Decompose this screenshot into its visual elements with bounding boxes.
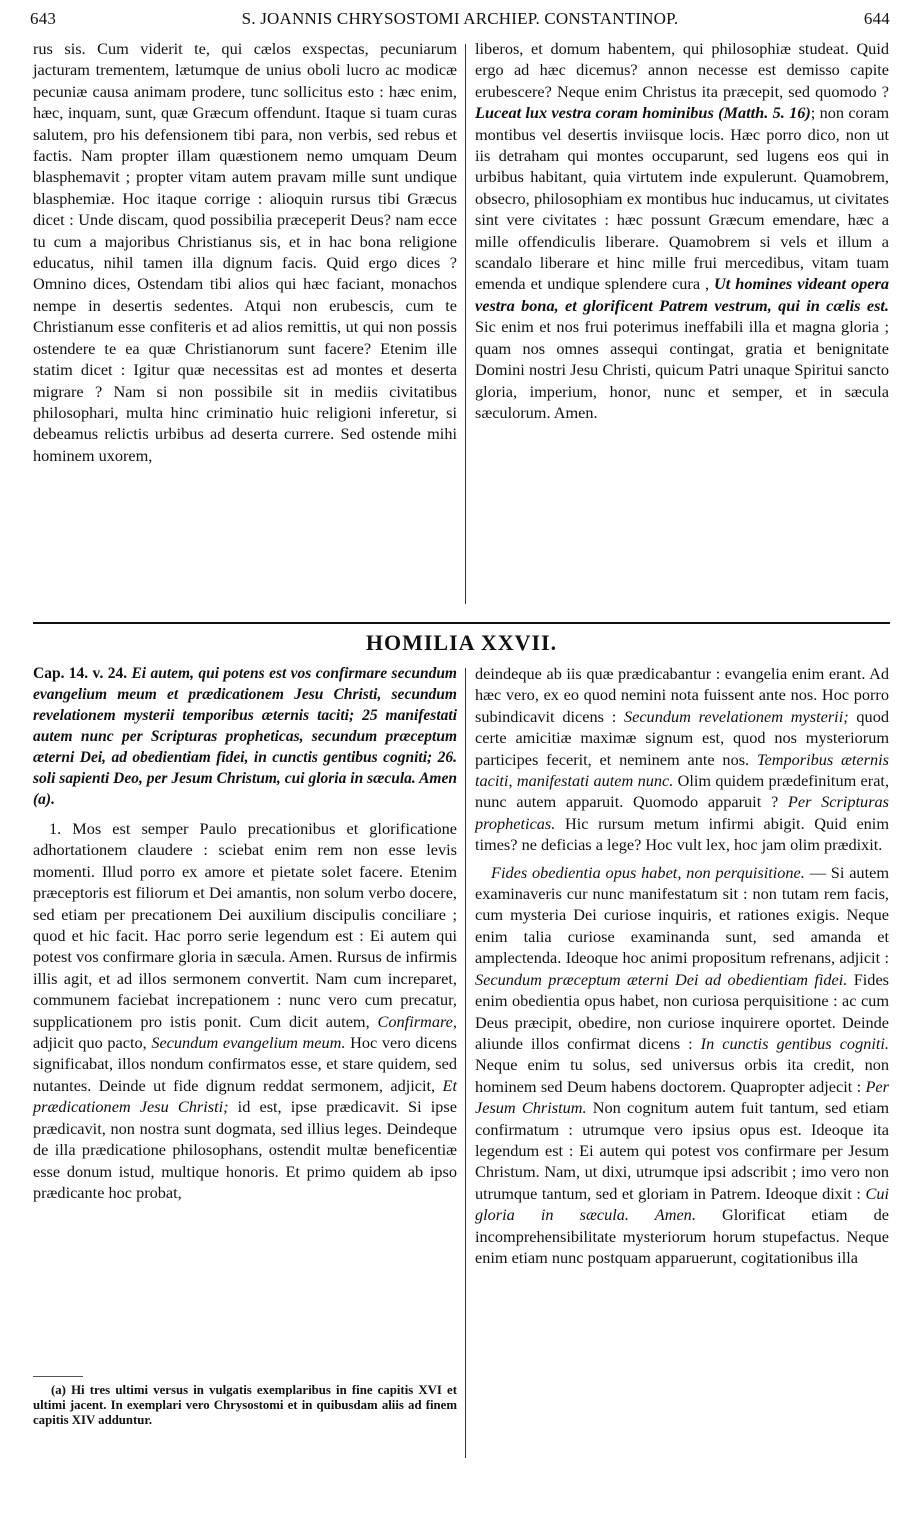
text-run: Glorificat etiam de incomprehensibilitate mysteriorum horum stupefactus. Neque enim etiam nunc postquam apparuerunt, cogitationibus illa bbox=[475, 1205, 890, 1267]
page-number-right: 644 bbox=[863, 9, 890, 28]
quoted-phrase: Confirmare bbox=[377, 1011, 453, 1031]
bottom-right-column bbox=[475, 663, 889, 1268]
text-run: Fides enim obedientia opus habet, non curiosa perquisitione : ac cum Deus præcipit, obedire, non curiose inquirere oportet. Deinde aliunde illos confirmat dicens : bbox=[475, 969, 890, 1053]
running-header bbox=[30, 2, 890, 36]
commentary-paragraph bbox=[475, 663, 889, 856]
quoted-phrase: In cunctis gentibus cogniti. bbox=[700, 1033, 889, 1053]
bottom-left-column bbox=[33, 663, 457, 1203]
text-run: Non cognitum autem fuit tantum, sed etiam confirmatum : utrumque vero ipsius opus est. Ideoque ita legendum est : Ei autem qui potest vos confirmare per Jesum Christum. Nam, ut dixi, utrumque ipsi adscribit ; imo vero non utrumque tantum, sed et gloriam in Patrem. Ideoque dixit : bbox=[475, 1098, 890, 1203]
scripture-verse bbox=[33, 663, 457, 810]
side-heading: Fides obedientia opus habet, non perquisitione. bbox=[491, 862, 805, 882]
text-run: id est, ipse prædicavit. Si ipse prædicavit, non nostra sunt dogmata, sed illius leges. Deindeque de illa prædicatione philosophans, ostendit multæ beneficentiæ esse donum istud, multique honoris. Et primo quidem ab ipso prædicante hoc probat, bbox=[33, 1097, 457, 1202]
top-left-paragraph: rus sis. Cum viderit te, qui cælos exspectas, pecuniarum jacturam trementem, lætumque de unius oboli lucro ac modicæ pecuniæ causa animam prodere, tunc sollicitus esto : hæc enim, hæc, inquam, sunt, quæ Græcum offendunt. Itaque si tuam curas salutem, pro his defensionem tibi para, non verbis, sed rebus et factis. Nam propter illam quæstionem nemo umquam Deum blasphemavit ; propter vitam autem pravam mille sunt undique blasphemiæ. Hoc itaque corrige : alioquin rursus tibi Græcus dicet : Unde discam, quod possibilia præceperit Deus? nam ecce tu cum a majoribus Christianus sis, et in hac bona religione educatus, nihil tamen illa dignum facis. Quid ergo dices ? Omnino dices, Ostendam tibi alios qui hæc faciant, monachos nempe in desertis sedentes. Atqui non erubescis, cum te Christianum esse confiteris et ad alios remittis, ut qui non possis ostendere te ea quæ Christianorum sunt facere? Etenim ille statim dicet : Igitur quæ necessitas est ad montes et deserta migrare ? Nam si non possibile sit in mediis civitatibus philosophari, multa hinc criminatio huic religioni inferetur, si debeamus relictis urbibus ad deserta currere. Sed ostende mihi hominem uxorem, bbox=[33, 39, 457, 465]
quoted-phrase: Secundum evangelium meum. bbox=[151, 1033, 346, 1053]
column-divider-bottom bbox=[465, 668, 466, 1458]
text-run: ; non coram montibus vel desertis inviisque locis. Hæc porro dico, non ut iis detraham qui montes occuparunt, sed lugens eos qui in urbibus habitant, quia virtutem inde expulerunt. Quamobrem, obsecro, philosophiam ex montibus huc inducamus, ut civitates sint vere civitates : hæc possunt Græcum emendare, hæc a mille offendiculis liberare. Quamobrem si vels et illum a scandalo liberare et hinc mille frui mercedibus, vitam tuam emenda et undique splendere cura , bbox=[475, 103, 890, 294]
quoted-phrase: Secundum præceptum æterni Dei ad obedientiam fidei. bbox=[475, 969, 848, 989]
footnote-rule bbox=[33, 1376, 83, 1377]
section-rule bbox=[33, 622, 890, 624]
text-run: Hoc vero dicens significabat, illos nondum confirmatos esse, et stare quidem, sed nutantes. Deinde ut fide dignum reddat sermonem, adjicit, bbox=[33, 1033, 458, 1095]
text-run: — Si autem examinaveris cur nunc manifestatum sit : non tutam rem facis, cum mysteria Dei curiose inquiris, et rationes exigis. Neque enim talia curiose examinanda sunt, sed amanda et amplectenda. Ideoque hoc animi propositum refrenans, adjicit : bbox=[475, 862, 889, 968]
text-run: Sic enim et nos frui poterimus ineffabili illa et magna gloria ; quam nos omnes assequi contingat, gratia et benignitate Domini nostri Jesu Christi, quicum Patri unaque Spiritui sancto gloria, imperium, honor, nunc et semper, et in sæcula sæculorum. Amen. bbox=[475, 317, 889, 422]
footnote: (a) Hi tres ultimi versus in vulgatis exemplaribus in fine capitis XVI et ultimi jacent. In exemplari vero Chrysostomi et in quibusdam aliis ad finem capitis XIV adduntur. bbox=[33, 1383, 457, 1427]
text-run: Neque enim tu solus, sed universus orbis ita credit, non hominem sed Deum habens doctorem. Quapropter adjecit : bbox=[475, 1055, 889, 1096]
quoted-phrase: Per Scripturas propheticas. bbox=[475, 792, 890, 833]
text-run: 1. Mos est semper Paulo precationibus et glorificatione adhortationem claudere : sciebat enim rem non esse levis momenti. Illud porro ex amore et pietate solet facere. Etenim præceptoris est filiorum et Dei amantis, non solum verbo docere, sed etiam per precationem Dei auxilium discipulis conciliare ; quod et hic facit. Hac porro serie legendum est : Ei autem qui potest vos confirmare gloria in sæcula. Amen. Rursus de infirmis illis agit, et ad illos sermonem convertit. Nam cum increparet, communem faciebat increpationem : nunc vero cum precatur, supplicationem pro istis ponit. Cum dicit autem, bbox=[33, 819, 457, 1031]
quoted-phrase: Per Jesum Christum. bbox=[475, 1076, 889, 1118]
commentary-paragraph bbox=[33, 818, 457, 1203]
text-run: Olim quidem prædefinitum erat, nunc autem apparuit. Quomodo apparuit ? bbox=[475, 771, 890, 812]
quoted-phrase: Et prædicationem Jesu Christi; bbox=[33, 1075, 457, 1117]
running-title: S. JOANNIS CHRYSOSTOMI ARCHIEP. CONSTANTINOP. bbox=[241, 9, 679, 28]
chapter-verse-ref: Cap. 14. v. 24. bbox=[33, 665, 128, 682]
page-number-left: 643 bbox=[30, 9, 57, 28]
text-run: , adjicit quo pacto, bbox=[33, 1011, 457, 1053]
scripture-quote: Ut homines videant opera vestra bona, et glorificent Patrem vestrum, qui in cælis est. bbox=[475, 274, 889, 315]
top-right-column bbox=[475, 38, 889, 423]
text-run: Hic rursum metum infirmi abigit. Quid enim times? ne deficias a lege? Hoc vult lex, hoc jam olim prædixit. bbox=[475, 813, 889, 855]
top-right-paragraph bbox=[475, 38, 889, 423]
quoted-phrase: Secundum revelationem mysterii; bbox=[623, 706, 849, 726]
top-left-column bbox=[33, 38, 457, 466]
text-run: deindeque ab iis quæ prædicabantur : evangelia enim erant. Ad hæc vero, ex eo quod nemini nota fuissent ante nos. Hoc porro subindicavit dicens : bbox=[475, 664, 889, 726]
text-run: quod certe amicitiæ maximæ signum est, quod nos mysteriorum participes fecerit, et neminem ante nos. bbox=[475, 706, 889, 769]
homily-title: HOMILIA XXVII. bbox=[365, 630, 558, 655]
quoted-phrase: Temporibus æternis taciti, manifestati autem nunc. bbox=[475, 749, 889, 791]
column-divider-top bbox=[465, 44, 466, 604]
verse-text: Ei autem, qui potens est vos confirmare secundum evangelium meum et prædicationem Jesu Christi, secundum revelationem mysterii temporibus æternis taciti; 25 manifestati autem nunc per Scripturas propheticas, secundum præceptum æterni Dei, ad obedientiam fidei, in cunctis gentibus cogniti; 26. soli sapienti Deo, per Jesum Christum, cui gloria in sæcula. Amen (a). bbox=[33, 665, 457, 808]
text-run: liberos, et domum habentem, qui philosophiæ studeat. Quid ergo ad hæc dicemus? annon necesse est demisso capite erubescere? Neque enim Christus ita præcepit, sed quomodo ? bbox=[475, 39, 889, 101]
quoted-phrase: Cui gloria in sæcula. Amen. bbox=[475, 1183, 889, 1225]
scripture-quote: Luceat lux vestra coram hominibus (Matth. 5. 16) bbox=[475, 103, 811, 123]
commentary-paragraph bbox=[475, 862, 889, 1269]
